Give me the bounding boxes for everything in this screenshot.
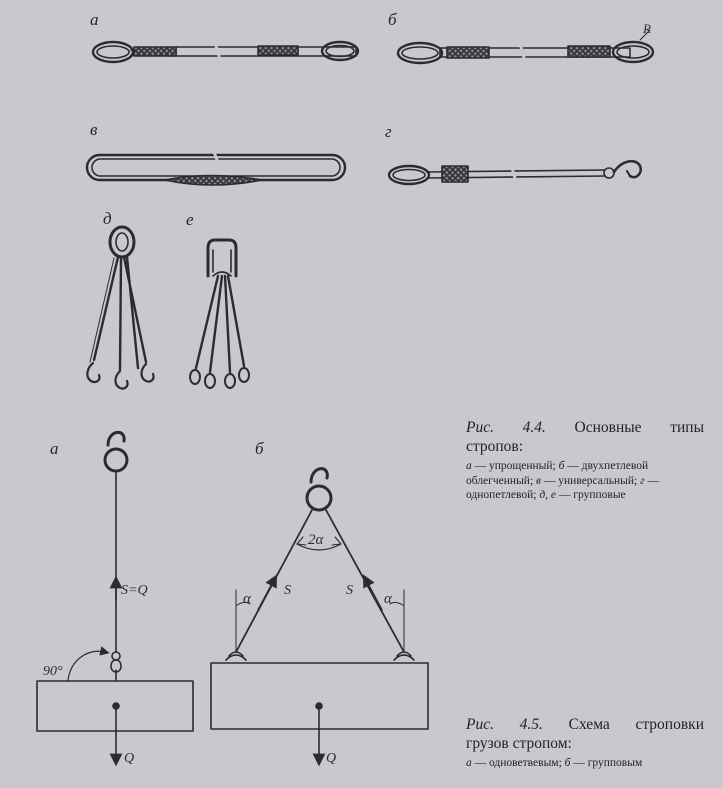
- fig44-caption: [466, 418, 704, 503]
- fig44-label-a: а: [90, 10, 99, 29]
- force-s-label-left: S: [284, 583, 291, 598]
- rigging-single-leg: [37, 432, 193, 760]
- fig45-label-a: а: [50, 439, 59, 458]
- legend-text: — групповые: [556, 489, 626, 501]
- fig44-label-e: е: [186, 210, 194, 229]
- sling-universal: [87, 152, 345, 185]
- radius-label: R: [643, 21, 651, 36]
- legend-letter: б: [558, 460, 565, 472]
- group-sling-link: [190, 240, 249, 388]
- legend-text: — двухпетлевой облегченный;: [466, 460, 649, 487]
- fig45-caption-legend: [466, 756, 704, 771]
- alpha-label-left: α: [243, 591, 251, 607]
- legend-letter: а: [466, 460, 472, 472]
- sling-single-loop: [389, 161, 641, 184]
- legend-text: — однопетлевой;: [466, 474, 659, 501]
- fig45-caption: [466, 715, 704, 771]
- legend-text: — упрощенный;: [471, 460, 559, 472]
- force-s-eq-q-label: S=Q: [121, 583, 148, 598]
- fig44-label-d: д: [103, 209, 112, 228]
- sling-simplified: [93, 42, 358, 62]
- fig45-caption-title-line2: грузов стропом:: [466, 735, 572, 752]
- legend-text: — одноветвевым;: [471, 757, 565, 769]
- legend-letter: д, е: [539, 489, 557, 501]
- legend-text: — групповым: [570, 757, 643, 769]
- legend-letter: г: [640, 474, 645, 487]
- force-q-label-a: Q: [124, 751, 135, 766]
- fig44-caption-title: Основные типы: [574, 419, 704, 436]
- legend-letter: а: [466, 757, 472, 769]
- angle-90-label: 90°: [43, 664, 63, 679]
- fig44-caption-legend: [466, 459, 704, 503]
- legend-text: — универсальный;: [541, 474, 641, 487]
- fig44-caption-title-line2: стропов:: [466, 438, 524, 455]
- force-q-label-b: Q: [326, 751, 337, 766]
- fig45-caption-number: Рис. 4.5.: [466, 716, 543, 733]
- fig45-caption-title: Схема строповки: [568, 716, 704, 733]
- fig44-label-v: в: [90, 120, 98, 139]
- alpha-label-right: α: [384, 591, 392, 607]
- fig45-label-b: б: [255, 439, 264, 458]
- fig44-caption-number: Рис. 4.4.: [466, 419, 546, 436]
- fig44-label-b: б: [388, 10, 397, 29]
- two-alpha-label: 2α: [308, 532, 324, 548]
- force-s-label-right: S: [346, 583, 353, 598]
- sling-two-loop: [398, 30, 653, 63]
- legend-letter: в: [536, 474, 542, 487]
- rigging-group: [211, 469, 428, 760]
- legend-letter: б: [564, 757, 571, 769]
- group-sling-ring: [87, 227, 153, 389]
- fig44-label-g: г: [385, 122, 392, 141]
